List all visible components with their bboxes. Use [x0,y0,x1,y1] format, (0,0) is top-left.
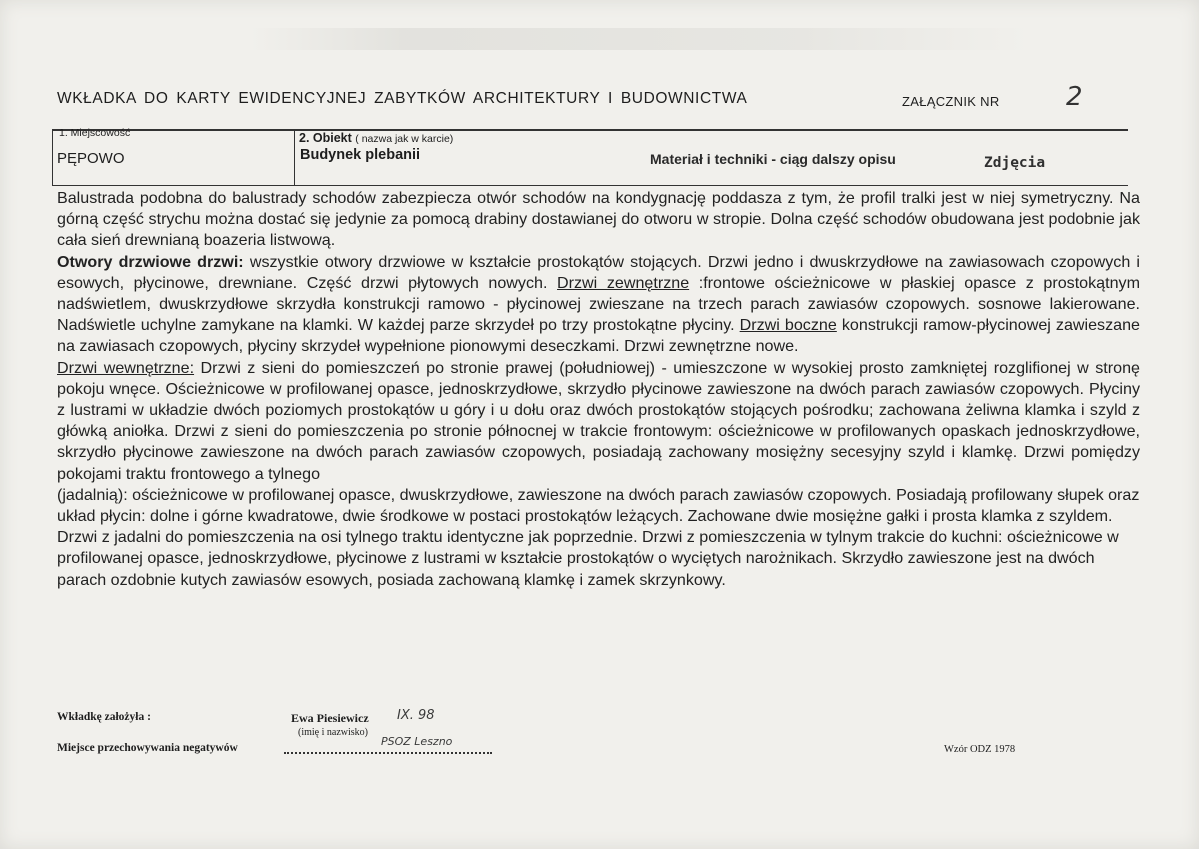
author-date: IX. 98 [397,708,435,723]
negatives-value: PSOZ Leszno [381,735,453,748]
interior-doors-label: Drzwi wewnętrzne: [57,358,195,377]
continuation-label: Materiał i techniki - ciąg dalszy opisu [650,151,896,167]
author-name-caption: (imię i nazwisko) [298,727,368,738]
author-label: Wkładkę założyła : [57,711,151,723]
annex-number: 2 [1066,82,1083,112]
object-caption [299,131,453,145]
header-rule [52,129,1128,131]
form-title: WKŁADKA DO KARTY EWIDENCYJNEJ ZABYTKÓW ARCHITEKTURY I BUDOWNICTWA [57,90,748,107]
paragraph-interior-doors [57,358,1140,485]
field-border-divider [294,129,295,186]
side-doors-label: Drzwi boczne [739,316,837,335]
exterior-doors-label: Drzwi zewnętrzne [557,273,690,292]
doors-text-a: wszystkie otwory drzwiowe w kształcie prostokątów stojących. Drzwi jedno i dwuskrzydłowe na zawiasowach czopowych i esowych, płycinowe, drewniane. Część drzwi płytowych nowych. [57,252,1141,292]
object-value: Budynek plebanii [300,147,421,163]
object-caption-number: 2. Obiekt [299,131,352,145]
scan-artifact [250,28,1030,50]
locality-caption: 1. Miejscowość [59,127,131,139]
annex-label: ZAŁĄCZNIK NR [902,94,1000,109]
locality-value: PĘPOWO [57,150,125,167]
negatives-label: Miejsce przechowywania negatywów [57,742,238,754]
object-caption-note: ( nazwa jak w karcie) [355,133,454,145]
doors-text-c: konstrukcji ramow-płycinowej zawieszane na zawiasach czopowych, płyciny skrzydeł wypełnione pionowymi deseczkami. Drzwi zewnętrzne nowe. [57,316,1140,356]
photos-stamp: Zdjęcia [984,155,1046,171]
form-model: Wzór ODZ 1978 [944,744,1016,755]
description-text [57,188,1140,591]
author-name: Ewa Piesiewicz [291,711,369,725]
doors-heading: Otwory drzwiowe drzwi: [57,252,244,271]
paragraph-doors [57,252,1140,358]
paragraph-balustrade: Balustrada podobna do balustrady schodów zabezpiecza otwór schodów na kondygnację poddasza z tym, że profil tralki jest w niej symetryczny. Na górną część strychu można dostać się jedynie za pomocą drabiny dostawianej do otworu w stropie. Dolna część schodów obudowana jest podobnie jak cała sień drewnianą boazeria listwową. [57,189,1140,250]
body-top-rule [52,185,1128,186]
field-border-left [52,129,53,186]
interior-doors-text: Drzwi z sieni do pomieszczeń po stronie prawej (południowej) - umieszczone w wysokiej prosto zamkniętej rozglifionej w stronę pokoju wnęce. Ościeżnicowe w profilowanej opasce, jednoskrzydłowe, skrzydło płycinowe zawieszone na dwóch parach zawiasów czopowych. Płyciny z lustrami w układzie dwóch poziomych prostokątów u góry i u dołu oraz dwóch prostokątów stojących pośrodku; zachowana żeliwna klamka i szyld z główką aniołka. Drzwi z sieni do pomieszczenia po stronie północnej w trakcie frontowym: ościeżnicowe w profilowanych opaskach jednoskrzydłowe, skrzydło płycinowe zawieszone na dwóch parach zawiasów czopowych, posiadają zachowany mosiężny secesyjny szyld i klamkę. Drzwi pomiędzy pokojami traktu frontowego a tylnego [57,358,1140,483]
paragraph-dining-doors: (jadalnią): ościeżnicowe w profilowanej opasce, dwuskrzydłowe, zawieszone na dwóch parach zawiasów czopowych. Posiadają profilowany słupek oraz układ płycin: dolne i górne kwadratowe, dwie środkowe w postaci prostokątów leżących. Zachowane dwie mosiężne gałki i prosta klamka z szyldem. Drzwi z jadalni do pomieszczenia na osi tylnego traktu identyczne jak poprzednie. Drzwi z pomieszczenia w tylnym trakcie do kuchni: ościeżnicowe w profilowanej opasce, jednoskrzydłowe, płycinowe z lustrami w kształcie prostokątów o wyciętych narożnikach. Skrzydło zawieszone jest na dwóch parach ozdobnie kutych zawiasów esowych, posiada zachowaną klamkę i zamek skrzynkowy. [57,485,1140,589]
doors-text-b: :frontowe ościeżnicowe w płaskiej opasce z prostokątnym nadświetlem, dwuskrzydłowe skrzydła konstrukcji ramowo - płycinowej zwieszane na trzech parach zawiasów czopowych. sosnowe lakierowane. Nadświetle uchylne zamykane na klamki. W każdej parze skrzydeł po trzy prostokątne płyciny. [57,273,1141,335]
